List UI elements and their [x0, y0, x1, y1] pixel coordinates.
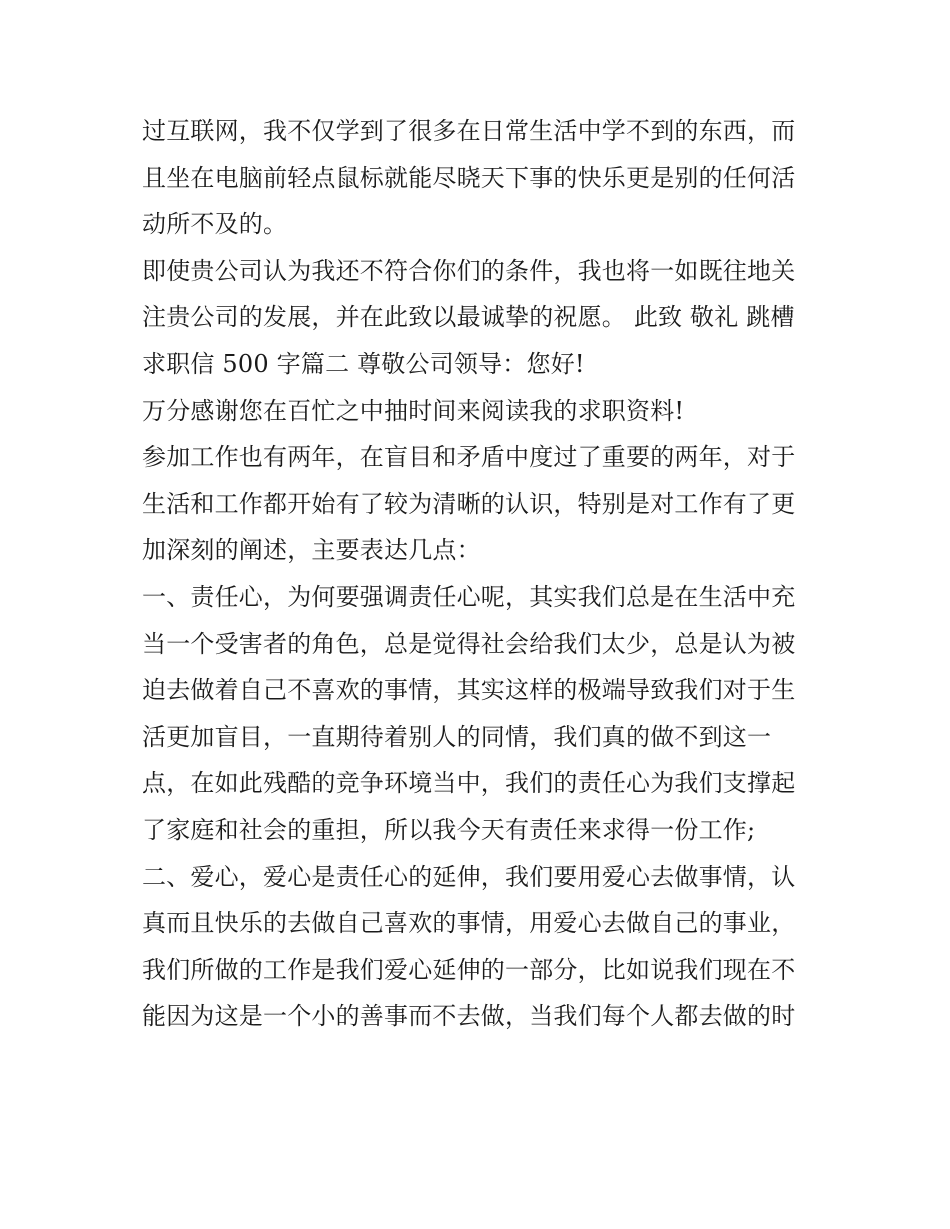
text-line: 我们所做的工作是我们爱心延伸的一部分，比如说我们现在不	[142, 955, 796, 984]
text-line: 动所不及的。	[142, 210, 288, 239]
text-line: 迫去做着自己不喜欢的事情，其实这样的极端导致我们对于生	[142, 676, 796, 705]
text-line: 万分感谢您在百忙之中抽时间来阅读我的求职资料!	[142, 396, 685, 425]
text-line: 点，在如此残酷的竞争环境当中，我们的责任心为我们支撑起	[142, 769, 796, 798]
text-line: 加深刻的阐述，主要表达几点：	[142, 536, 481, 565]
text-line: 参加工作也有两年，在盲目和矛盾中度过了重要的两年，对于	[142, 443, 796, 472]
text-line: 求职信 500 字篇二 尊敬公司领导：您好!	[142, 349, 585, 378]
text-line: 过互联网，我不仅学到了很多在日常生活中学不到的东西，而	[142, 117, 796, 145]
text-line: 二、爱心，爱心是责任心的延伸，我们要用爱心去做事情，认	[142, 862, 796, 891]
text-line: 当一个受害者的角色，总是觉得社会给我们太少，总是认为被	[142, 629, 796, 658]
text-line: 能因为这是一个小的善事而不去做，当我们每个人都去做的时	[142, 1002, 796, 1031]
text-line: 活更加盲目，一直期待着别人的同情，我们真的做不到这一	[142, 722, 772, 751]
document-body-text	[142, 108, 822, 1040]
text-line: 注贵公司的发展，并在此致以最诚挚的祝愿。 此致 敬礼 跳槽	[142, 303, 795, 332]
text-line: 且坐在电脑前轻点鼠标就能尽晓天下事的快乐更是别的任何活	[142, 163, 796, 192]
text-line: 生活和工作都开始有了较为清晰的认识，特别是对工作有了更	[142, 489, 796, 518]
text-line: 即使贵公司认为我还不符合你们的条件，我也将一如既往地关	[142, 256, 796, 285]
text-line: 一、责任心，为何要强调责任心呢，其实我们总是在生活中充	[142, 582, 796, 611]
text-line: 真而且快乐的去做自己喜欢的事情，用爱心去做自己的事业，	[142, 909, 796, 938]
text-line: 了家庭和社会的重担，所以我今天有责任来求得一份工作;	[142, 815, 756, 844]
